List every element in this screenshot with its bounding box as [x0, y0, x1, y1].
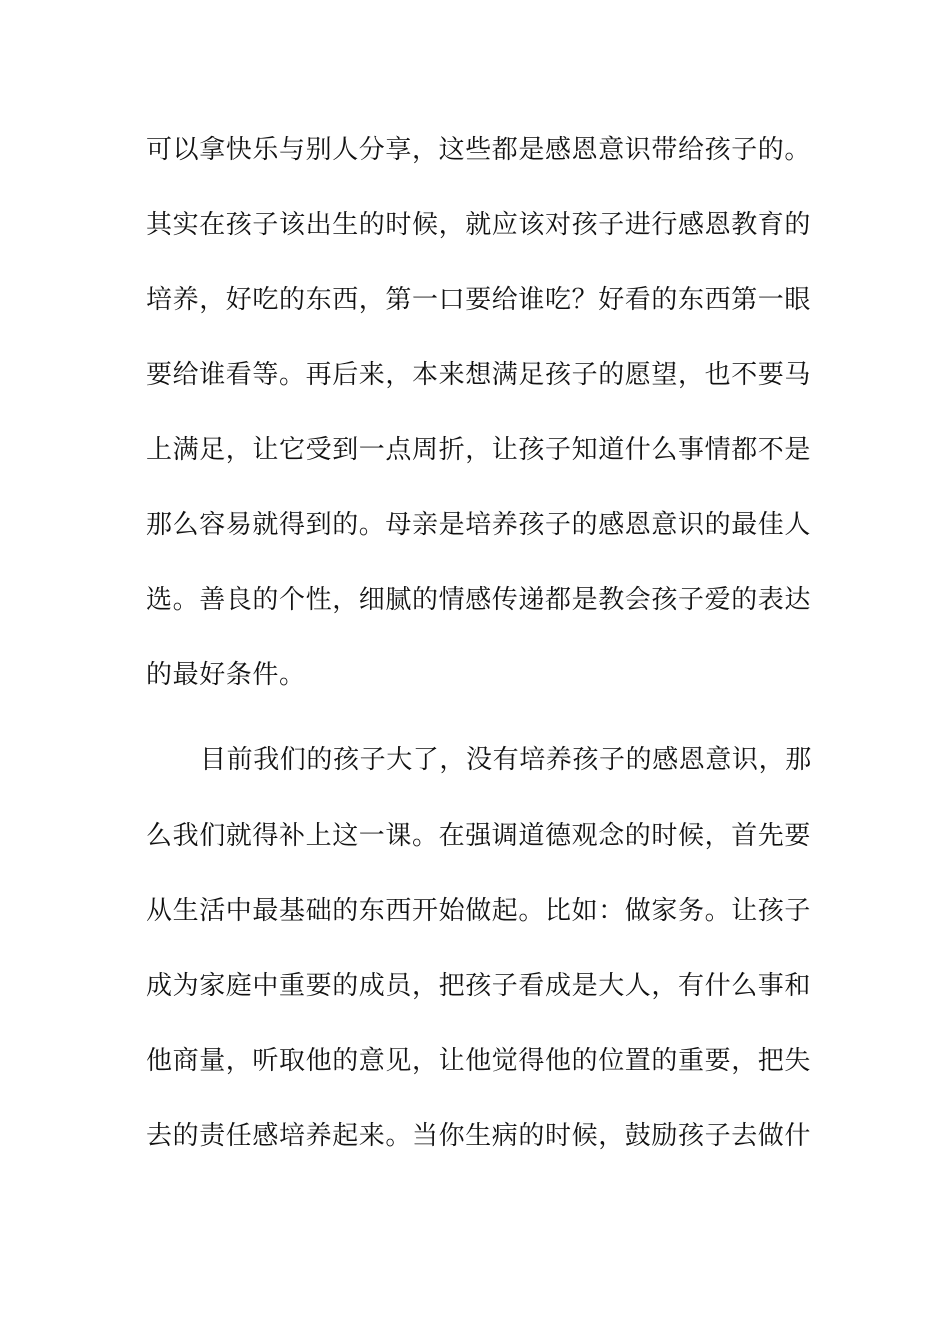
text-line-7: 选。善良的个性，细腻的情感传递都是教会孩子爱的表达: [146, 585, 812, 615]
text-line-9: 目前我们的孩子大了，没有培养孩子的感恩意识，那: [200, 745, 812, 775]
text-line-13: 他商量，听取他的意见，让他觉得他的位置的重要，把失: [146, 1046, 812, 1076]
text-line-14: 去的责任感培养起来。当你生病的时候，鼓励孩子去做什: [146, 1121, 812, 1151]
text-line-6: 那么容易就得到的。母亲是培养孩子的感恩意识的最佳人: [146, 510, 812, 540]
text-line-10: 么我们就得补上这一课。在强调道德观念的时候，首先要: [146, 821, 812, 851]
text-line-11: 从生活中最基础的东西开始做起。比如：做家务。让孩子: [146, 896, 812, 926]
text-line-5: 上满足，让它受到一点周折，让孩子知道什么事情都不是: [146, 435, 812, 465]
text-line-1: 可以拿快乐与别人分享，这些都是感恩意识带给孩子的。: [146, 135, 812, 165]
text-line-12: 成为家庭中重要的成员，把孩子看成是大人，有什么事和: [146, 971, 812, 1001]
text-line-2: 其实在孩子该出生的时候，就应该对孩子进行感恩教育的: [146, 210, 812, 240]
text-line-3: 培养，好吃的东西，第一口要给谁吃？好看的东西第一眼: [146, 285, 812, 315]
text-line-8: 的最好条件。: [146, 660, 306, 690]
text-line-4: 要给谁看等。再后来，本来想满足孩子的愿望，也不要马: [146, 360, 812, 390]
